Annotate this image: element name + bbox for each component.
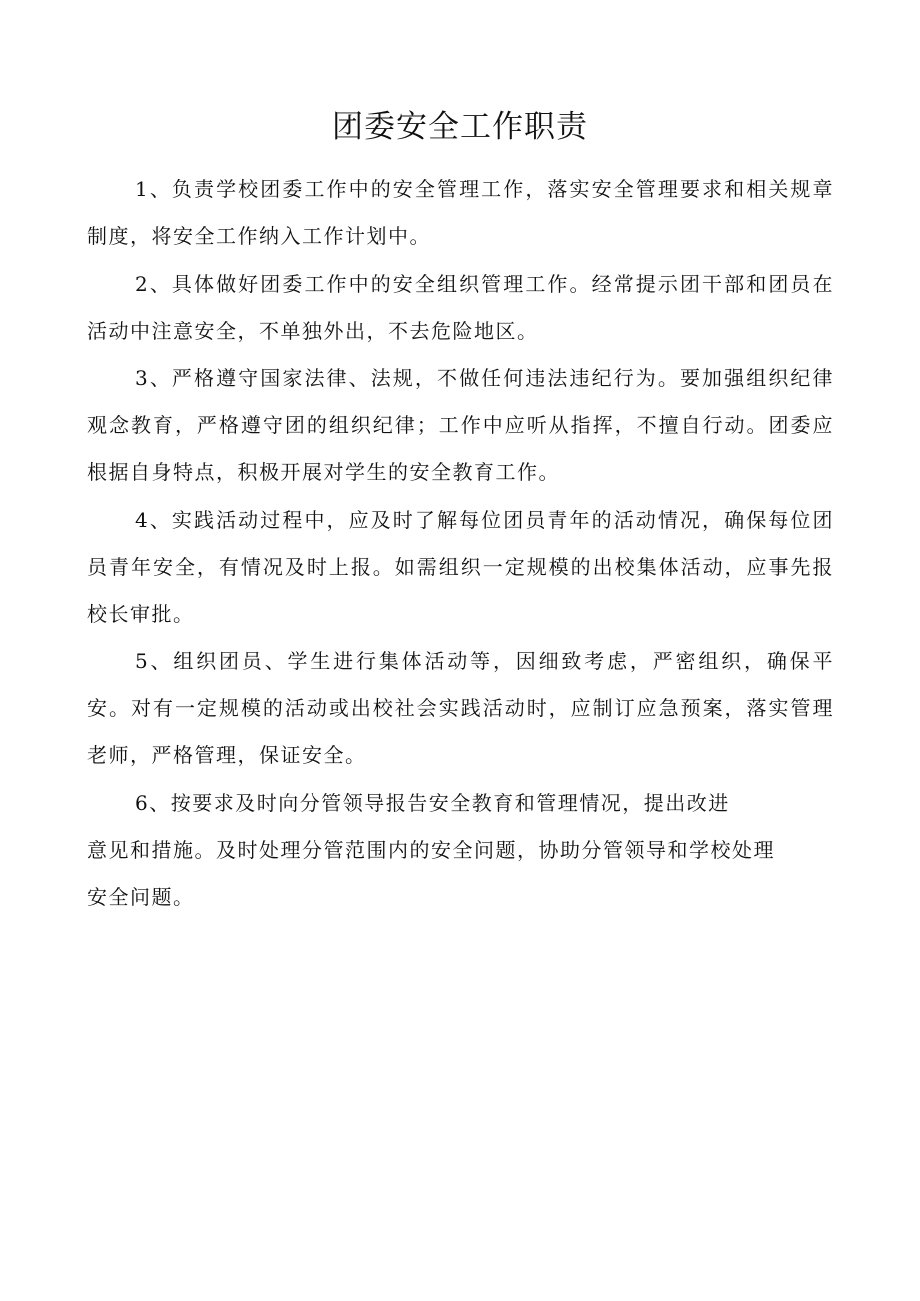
paragraph-6-line-3: 安全问题。 (87, 884, 195, 909)
paragraph-number: 5、 (135, 649, 174, 673)
paragraph-6-line-1: 6、按要求及时向分管领导报告安全教育和管理情况，提出改进 (135, 790, 730, 815)
paragraph-number: 2、 (135, 271, 172, 296)
paragraph-number: 3、 (135, 366, 172, 390)
paragraph-1 (87, 166, 834, 260)
document-title: 团委安全工作职责 (332, 109, 588, 145)
paragraph-5 (87, 638, 834, 779)
paragraph-3 (87, 355, 834, 496)
paragraph-text: 严格遵守国家法律、法规，不做任何违法违纪行为。要加强组织纪律观念教育，严格遵守团的组织纪律；工作中应听从指挥，不擅自行动。团委应根据自身特点，积极开展对学生的安全教育工作。 (87, 366, 834, 484)
paragraph-text: 组织团员、学生进行集体活动等，因细致考虑，严密组织，确保平安。对有一定规模的活动或出校社会实践活动时，应制订应急预案，落实管理老师，严格管理，保证安全。 (87, 649, 835, 767)
paragraph-text: 实践活动过程中，应及时了解每位团员青年的活动情况，确保每位团员青年安全，有情况及时上报。如需组织一定规模的出校集体活动，应事先报校长审批。 (87, 507, 834, 626)
paragraph-6-line-2: 意见和措施。及时处理分管范围内的安全问题，协助分管领导和学校处理 (87, 837, 775, 862)
paragraph-text: 具体做好团委工作中的安全组织管理工作。经常提示团干部和团员在活动中注意安全，不单独外出，不去危险地区。 (87, 271, 834, 343)
paragraph-number: 1、 (135, 177, 172, 201)
paragraph-number: 4、 (135, 507, 172, 532)
document-body (87, 166, 834, 921)
paragraph-text: 负责学校团委工作中的安全管理工作，落实安全管理要求和相关规章制度，将安全工作纳入工作计划中。 (87, 177, 834, 248)
paragraph-2 (87, 261, 834, 355)
paragraph-4 (87, 497, 834, 638)
paragraph-6 (87, 780, 834, 921)
